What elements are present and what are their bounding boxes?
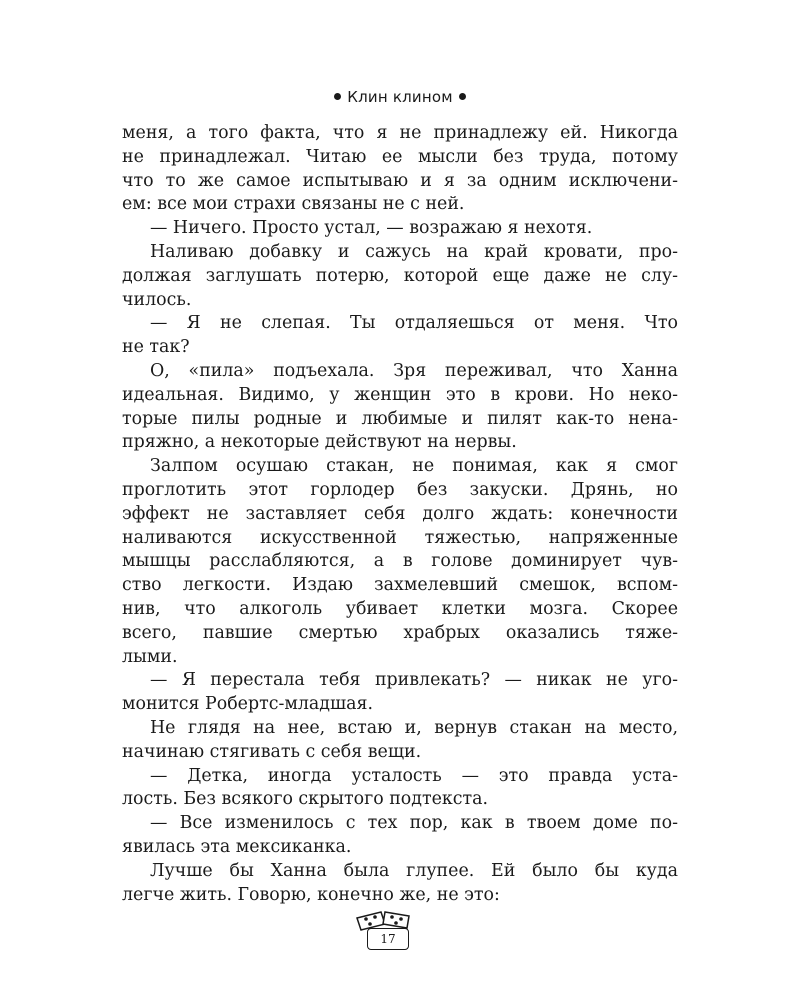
bullet-left-icon bbox=[334, 93, 341, 100]
text-line: идеальная. Видимо, у женщин это в крови. Но неко- bbox=[122, 384, 678, 405]
text-line: торые пилы родные и любимые и пилят как-то нена- bbox=[122, 408, 678, 429]
text-line: ем: все мои страхи связаны не с ней. bbox=[122, 194, 465, 215]
running-head bbox=[0, 88, 800, 106]
text-line: легче жить. Говорю, конечно же, не это: bbox=[122, 884, 500, 905]
text-line: Не глядя на нее, встаю и, вернув стакан на место, bbox=[150, 717, 678, 738]
text-line: мышцы расслабляются, а в голове доминирует чув- bbox=[122, 551, 678, 572]
text-line: — Я не слепая. Ты отдаляешься от меня. Что bbox=[150, 313, 678, 334]
page-number: 17 bbox=[367, 928, 409, 950]
text-line: эффект не заставляет себя долго ждать: конечности bbox=[122, 503, 678, 524]
text-line: начинаю стягивать с себя вещи. bbox=[122, 741, 422, 762]
text-line: монится Робертс-младшая. bbox=[122, 694, 374, 715]
text-line: меня, а того факта, что я не принадлежу ей. Никогда bbox=[122, 123, 678, 143]
running-head-title: Клин клином bbox=[347, 88, 453, 106]
text-line: лость. Без всякого скрытого подтекста. bbox=[122, 789, 489, 810]
text-line: не так? bbox=[122, 337, 190, 358]
text-line: — Детка, иногда усталость — это правда уста- bbox=[150, 765, 678, 786]
text-line: всего, павшие смертью храбрых оказались тяже- bbox=[122, 622, 678, 643]
text-line: что то же самое испытываю и я за одним исключени- bbox=[122, 170, 678, 191]
text-line: Залпом осушаю стакан, не понимая, как я смог bbox=[150, 456, 678, 477]
text-line: Наливаю добавку и сажусь на край кровати, про- bbox=[150, 241, 678, 262]
text-line: не принадлежал. Читаю ее мысли без труда, потому bbox=[122, 146, 678, 167]
text-line: должая заглушать потерю, которой еще даже не слу- bbox=[122, 265, 678, 286]
page-number-badge bbox=[351, 910, 423, 952]
text-line: нив, что алкоголь убивает клетки мозга. Скорее bbox=[122, 598, 678, 619]
bullet-right-icon bbox=[459, 93, 466, 100]
text-line: Лучше бы Ханна была глупее. Ей было бы куда bbox=[150, 860, 678, 881]
body-text bbox=[122, 122, 678, 907]
text-line: — Я перестала тебя привлекать? — никак не уго- bbox=[150, 670, 678, 691]
text-line: пряжно, а некоторые действуют на нервы. bbox=[122, 432, 517, 453]
text-line: явилась эта мексиканка. bbox=[122, 836, 352, 857]
text-line: ство легкости. Издаю захмелевший смешок, вспом- bbox=[122, 575, 678, 596]
text-line: — Ничего. Просто устал, — возражаю я нехотя. bbox=[150, 218, 593, 239]
text-line: проглотить этот горлодер без закуски. Дрянь, но bbox=[122, 479, 678, 500]
text-line: чилось. bbox=[122, 289, 192, 310]
text-line: О, «пила» подъехала. Зря переживал, что Ханна bbox=[150, 360, 678, 381]
text-line: — Все изменилось с тех пор, как в твоем доме по- bbox=[150, 813, 678, 834]
text-line: лыми. bbox=[122, 646, 178, 667]
text-line: наливаются искусственной тяжестью, напряженные bbox=[122, 527, 678, 548]
